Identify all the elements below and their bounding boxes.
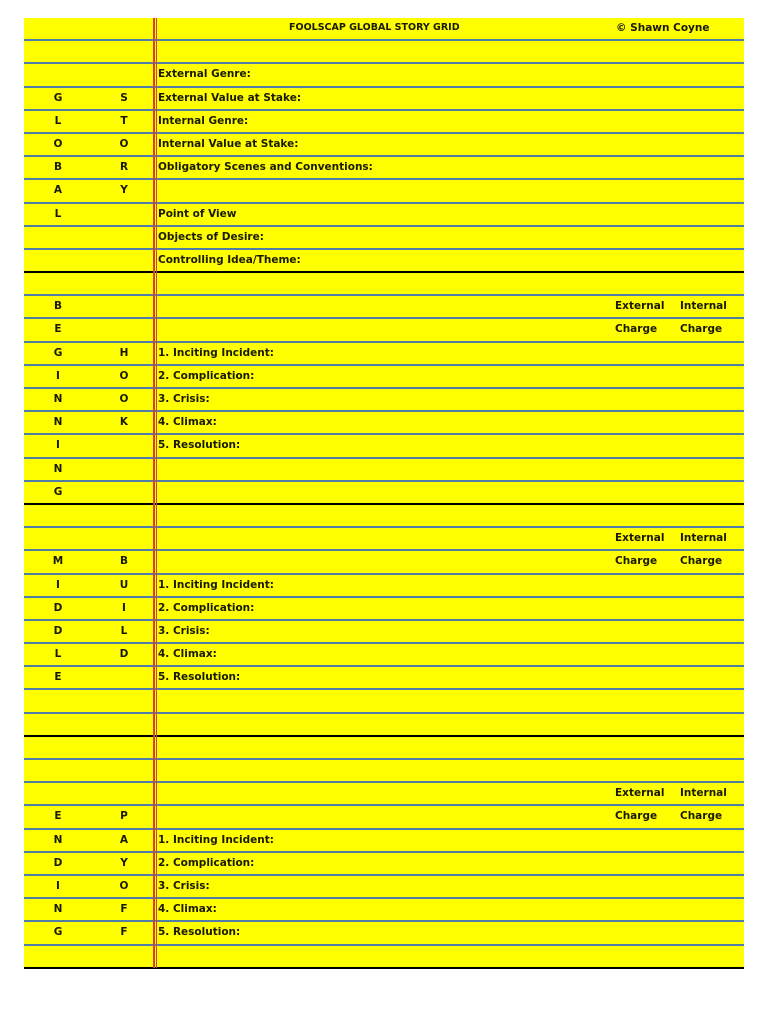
row-label: 3. Crisis: xyxy=(158,624,210,637)
vertical-word-letter-right: S xyxy=(120,91,128,104)
vertical-word-letter-left: N xyxy=(53,833,63,846)
grid-row xyxy=(24,505,744,528)
vertical-word-letter-right: Y xyxy=(120,184,128,197)
grid-row xyxy=(24,111,744,134)
internal-charge-header: Internal xyxy=(680,787,727,800)
row-label: 1. Inciting Incident: xyxy=(158,578,274,591)
vertical-word-letter-left: I xyxy=(56,369,60,382)
vertical-word-letter-left: A xyxy=(53,184,63,197)
grid-row xyxy=(24,88,744,111)
vertical-word-letter-right: O xyxy=(119,369,129,382)
grid-row xyxy=(24,273,744,296)
grid-row xyxy=(24,644,744,667)
row-label: External Value at Stake: xyxy=(158,91,302,104)
vertical-word-letter-left: L xyxy=(54,648,62,661)
external-charge-header: External xyxy=(615,787,665,800)
external-charge-header: External xyxy=(615,300,665,313)
row-label: 2. Complication: xyxy=(158,856,255,869)
grid-row xyxy=(24,296,744,319)
grid-row xyxy=(24,528,744,551)
grid-row xyxy=(24,853,744,876)
vertical-word-letter-left: D xyxy=(53,601,63,614)
vertical-word-letter-left: O xyxy=(53,137,63,150)
vertical-word-letter-left: E xyxy=(54,323,62,336)
row-label: 4. Climax: xyxy=(158,648,217,661)
vertical-word-letter-left: E xyxy=(54,671,62,684)
vertical-word-letter-left: I xyxy=(56,578,60,591)
grid-row xyxy=(24,551,744,574)
grid-row xyxy=(24,204,744,227)
internal-charge-header: Charge xyxy=(680,555,723,568)
vertical-word-letter-left: D xyxy=(53,624,63,637)
row-label: Objects of Desire: xyxy=(158,230,264,243)
grid-row xyxy=(24,737,744,760)
row-label: 2. Complication: xyxy=(158,601,255,614)
vertical-word-letter-left: G xyxy=(53,346,63,359)
external-charge-header: Charge xyxy=(615,323,658,336)
vertical-word-letter-left: G xyxy=(53,91,63,104)
row-label: Obligatory Scenes and Conventions: xyxy=(158,161,373,174)
grid-row xyxy=(24,18,744,41)
external-charge-header: Charge xyxy=(615,810,658,823)
external-charge-header: External xyxy=(615,532,665,545)
grid-rows xyxy=(24,18,744,969)
grid-row xyxy=(24,435,744,458)
row-label: 4. Climax: xyxy=(158,903,217,916)
margin-line xyxy=(153,18,155,968)
row-label: Internal Genre: xyxy=(158,114,249,127)
grid-row xyxy=(24,876,744,899)
vertical-word-letter-right: O xyxy=(119,393,129,405)
internal-charge-header: Charge xyxy=(680,810,723,823)
vertical-word-letter-left: B xyxy=(53,300,62,313)
vertical-word-letter-left: N xyxy=(53,416,63,429)
vertical-word-letter-left: B xyxy=(53,161,62,174)
grid-row xyxy=(24,41,744,64)
vertical-word-letter-left: L xyxy=(54,114,62,127)
vertical-word-letter-left: G xyxy=(53,485,63,498)
vertical-word-letter-right: I xyxy=(122,601,126,614)
grid-row xyxy=(24,180,744,203)
grid-row xyxy=(24,459,744,482)
vertical-word-letter-left: N xyxy=(53,903,63,916)
story-grid-sheet xyxy=(24,18,744,968)
row-label: 1. Inciting Incident: xyxy=(158,833,274,846)
grid-row xyxy=(24,806,744,829)
row-label: 1. Inciting Incident: xyxy=(158,346,274,359)
vertical-word-letter-left: I xyxy=(56,439,60,452)
row-label: 5. Resolution: xyxy=(158,671,241,684)
vertical-word-letter-right: A xyxy=(119,833,129,846)
internal-charge-header: Internal xyxy=(680,532,727,545)
grid-row xyxy=(24,690,744,713)
vertical-word-letter-right: Y xyxy=(120,856,128,869)
vertical-word-letter-right: B xyxy=(119,555,128,568)
grid-row xyxy=(24,319,744,342)
row-label: Internal Value at Stake: xyxy=(158,137,299,150)
grid-row xyxy=(24,227,744,250)
vertical-word-letter-right: P xyxy=(120,810,128,823)
grid-row xyxy=(24,830,744,853)
grid-row xyxy=(24,667,744,690)
vertical-word-letter-right: K xyxy=(119,416,129,429)
grid-row xyxy=(24,134,744,157)
grid-row xyxy=(24,366,744,389)
vertical-word-letter-left: M xyxy=(52,555,64,568)
grid-row xyxy=(24,922,744,945)
grid-row xyxy=(24,412,744,435)
vertical-word-letter-left: G xyxy=(53,926,63,939)
vertical-word-letter-right: R xyxy=(119,161,129,174)
vertical-word-letter-right: L xyxy=(120,624,128,637)
grid-row xyxy=(24,946,744,969)
grid-row xyxy=(24,714,744,737)
row-label: 3. Crisis: xyxy=(158,879,210,892)
grid-row xyxy=(24,598,744,621)
grid-row xyxy=(24,482,744,505)
grid-row xyxy=(24,389,744,412)
external-charge-header: Charge xyxy=(615,555,658,568)
grid-row xyxy=(24,157,744,180)
vertical-word-letter-right: U xyxy=(119,578,129,591)
grid-row xyxy=(24,783,744,806)
vertical-word-letter-right: O xyxy=(119,137,129,150)
vertical-word-letter-right: H xyxy=(119,346,129,359)
margin-line-secondary xyxy=(156,18,157,968)
vertical-word-letter-left: N xyxy=(53,393,63,405)
row-label: 5. Resolution: xyxy=(158,926,241,939)
grid-title: FOOLSCAP GLOBAL STORY GRID xyxy=(289,22,460,33)
row-label: Point of View xyxy=(158,207,237,220)
vertical-word-letter-right: T xyxy=(120,114,128,127)
vertical-word-letter-left: L xyxy=(54,207,62,220)
vertical-word-letter-left: E xyxy=(54,810,62,823)
vertical-word-letter-right: F xyxy=(120,903,128,916)
row-label: External Genre: xyxy=(158,68,251,81)
grid-row xyxy=(24,899,744,922)
vertical-word-letter-right: D xyxy=(119,648,129,661)
vertical-word-letter-right: O xyxy=(119,879,129,892)
vertical-word-letter-left: N xyxy=(53,462,63,475)
vertical-word-letter-left: D xyxy=(53,856,63,869)
grid-row xyxy=(24,250,744,273)
vertical-word-letter-left: I xyxy=(56,879,60,892)
internal-charge-header: Charge xyxy=(680,323,723,336)
row-label: 4. Climax: xyxy=(158,416,217,429)
row-label: 5. Resolution: xyxy=(158,439,241,452)
grid-row xyxy=(24,343,744,366)
grid-row xyxy=(24,64,744,87)
grid-row xyxy=(24,621,744,644)
row-label: 2. Complication: xyxy=(158,369,255,382)
row-label: 3. Crisis: xyxy=(158,393,210,405)
internal-charge-header: Internal xyxy=(680,300,727,313)
vertical-word-letter-right: F xyxy=(120,926,128,939)
author-credit: © Shawn Coyne xyxy=(616,22,710,34)
grid-row xyxy=(24,575,744,598)
grid-row xyxy=(24,760,744,783)
row-label: Controlling Idea/Theme: xyxy=(158,253,301,266)
